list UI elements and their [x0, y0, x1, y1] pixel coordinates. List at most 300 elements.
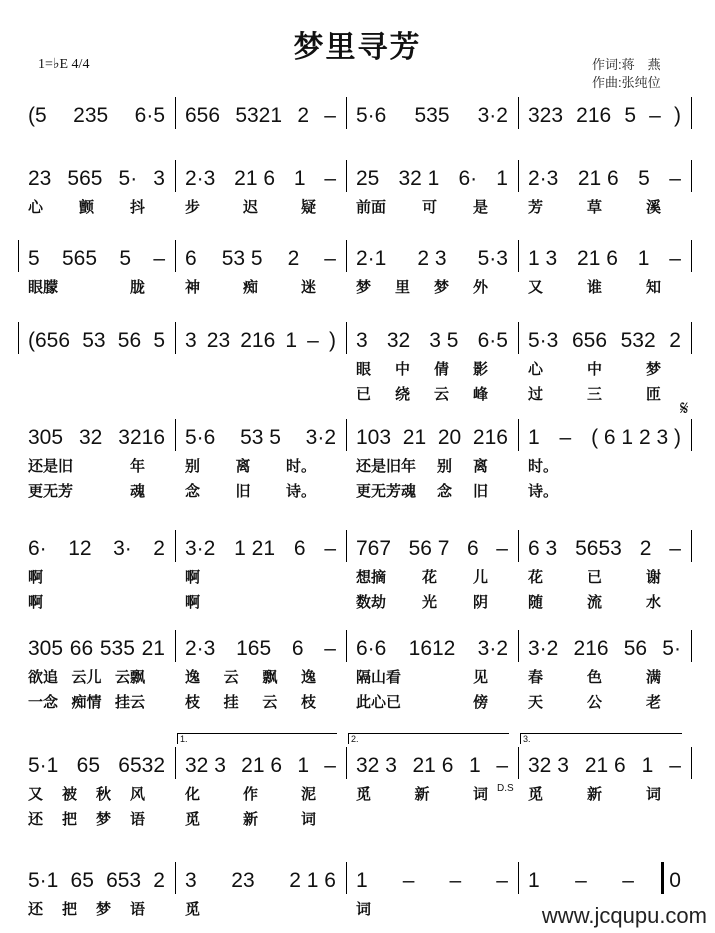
- note-group: 565: [61, 247, 98, 270]
- lyric-word: 谢: [645, 569, 661, 586]
- lyric-word: 飘: [262, 669, 278, 686]
- lyric-word: 风: [129, 786, 145, 803]
- lyric-line-1: [348, 783, 496, 804]
- measure: [520, 246, 689, 272]
- lyric-word: 颤: [78, 199, 94, 216]
- barline: [346, 322, 347, 354]
- measure: [177, 328, 344, 354]
- note-group: 21: [402, 426, 427, 449]
- lyric-word: 抖: [129, 199, 145, 216]
- lyric-word: 梦: [95, 901, 111, 918]
- note-group: 32 1: [398, 167, 440, 190]
- note-group: 65: [70, 869, 94, 892]
- note-group: 5: [638, 167, 650, 190]
- lyric-word: 可: [421, 199, 437, 216]
- note-group: 6·5: [134, 104, 165, 127]
- measure: [520, 103, 689, 129]
- watermark: www.jcqupu.com: [541, 903, 707, 928]
- lyric-word: 逸: [300, 669, 316, 686]
- measure: [348, 246, 516, 272]
- note-group: 656: [571, 329, 608, 352]
- barline: [691, 160, 692, 192]
- lyric-line-2: [520, 480, 669, 501]
- note-group: 1: [637, 247, 650, 270]
- barline: [175, 630, 176, 662]
- note-group: 25: [356, 167, 380, 190]
- lyric-word: 匝: [645, 386, 661, 403]
- lyric-word: 念: [185, 483, 201, 500]
- lyric-word: 见: [472, 669, 488, 686]
- lyric-word: 三: [586, 386, 602, 403]
- note-group: 1: [528, 426, 540, 449]
- note-group: 6 3: [528, 537, 558, 560]
- lyric-word: 年: [129, 458, 145, 475]
- barline: [346, 97, 347, 129]
- lyric-line-2: [348, 691, 496, 712]
- lyric-line-1: [20, 196, 153, 217]
- lyric-word: 是: [472, 199, 488, 216]
- note-group: 56 7: [408, 537, 450, 560]
- lyric-line-2: [177, 691, 324, 712]
- lyric-word: 阴: [472, 594, 488, 611]
- note-group: –: [307, 329, 319, 352]
- lyric-line-1: [348, 666, 496, 687]
- lyric-word: 里: [394, 279, 410, 296]
- note-group: 6: [185, 247, 197, 270]
- note-group: 1: [297, 754, 309, 777]
- note-group: 216: [576, 104, 612, 127]
- note-group: 305: [28, 426, 64, 449]
- barline: [346, 419, 347, 451]
- note-group: 5: [28, 247, 40, 270]
- lyric-word: 时。: [528, 458, 559, 475]
- lyric-word: 绕: [394, 386, 410, 403]
- lyric-word: 啊: [185, 569, 201, 586]
- measure: [348, 103, 516, 129]
- barline: [18, 322, 19, 354]
- barline: [175, 530, 176, 562]
- note-group: 5·3: [528, 329, 559, 352]
- note-group: –: [324, 537, 336, 560]
- lyric-word: 公: [586, 694, 602, 711]
- lyric-word: 云: [262, 694, 278, 711]
- lyric-line-2: [348, 480, 496, 501]
- lyric-word: 花: [528, 569, 544, 586]
- measure: [520, 328, 689, 354]
- barline: [691, 322, 692, 354]
- lyric-line-1: [177, 196, 324, 217]
- note-group: 103: [356, 426, 392, 449]
- lyric-word: 流: [586, 594, 602, 611]
- note-group: –: [649, 104, 661, 127]
- barline: [691, 747, 692, 779]
- lyric-word: 已: [586, 569, 602, 586]
- note-group: 3·2: [185, 537, 216, 560]
- note-group: 2: [153, 869, 165, 892]
- note-group: –: [402, 869, 415, 892]
- lyric-line-1: [177, 783, 324, 804]
- lyric-word: 词: [300, 811, 316, 828]
- lyric-word: 别: [185, 458, 201, 475]
- note-group: 532: [620, 329, 656, 352]
- lyric-line-2: [20, 808, 153, 829]
- lyric-word: 隔山看: [356, 669, 402, 686]
- measure: [520, 536, 689, 562]
- note-group: –: [669, 247, 681, 270]
- lyric-word: 又: [528, 279, 544, 296]
- note-group: 23: [28, 167, 52, 190]
- measure: [348, 328, 516, 354]
- note-group: 5·6: [356, 104, 387, 127]
- barline: [346, 240, 347, 272]
- note-group: 2·3: [185, 637, 216, 660]
- lyric-word: 疑: [300, 199, 316, 216]
- lyric-line-1: [177, 898, 324, 919]
- lyric-word: 儿: [472, 569, 488, 586]
- lyric-line-2: [520, 383, 669, 404]
- note-group: 235: [73, 104, 109, 127]
- note-group: 1612: [408, 637, 456, 660]
- lyric-line-1: [520, 666, 669, 687]
- lyric-word: 旧: [472, 483, 488, 500]
- lyric-word: 心: [528, 361, 544, 378]
- lyric-line-1: [348, 358, 496, 379]
- note-group: 6·5: [477, 329, 508, 352]
- note-group: 6: [467, 537, 479, 560]
- note-group: 2: [153, 537, 165, 560]
- note-group: –: [496, 537, 508, 560]
- measure: [520, 753, 689, 779]
- note-group: 53: [82, 329, 106, 352]
- lyric-word: 新: [414, 786, 430, 803]
- measure: [520, 425, 689, 451]
- measure: [20, 868, 173, 894]
- lyric-word: 别: [436, 458, 452, 475]
- note-group: 2 3: [417, 247, 447, 270]
- lyric-word: 觅: [185, 811, 201, 828]
- lyric-line-2: [20, 691, 153, 712]
- lyric-word: 念: [436, 483, 452, 500]
- note-group: 21 6: [577, 167, 619, 190]
- lyric-word: 此心已: [356, 694, 402, 711]
- note-group: 565: [67, 167, 103, 190]
- lyric-word: 溪: [645, 199, 661, 216]
- note-group: 21 6: [241, 754, 283, 777]
- lyric-line-1: [348, 898, 496, 919]
- note-group: 1: [293, 167, 306, 190]
- note-group: 23: [231, 869, 255, 892]
- lyric-word: 天: [528, 694, 544, 711]
- lyric-word: 旧: [235, 483, 251, 500]
- dal-segno-mark: D.S: [497, 783, 514, 794]
- lyric-word: 觅: [185, 901, 201, 918]
- lyric-word: 觅: [356, 786, 372, 803]
- lyric-word: 中: [394, 361, 410, 378]
- note-group: –: [669, 167, 681, 190]
- lyric-line-1: [348, 276, 496, 297]
- lyric-word: 新: [242, 811, 258, 828]
- barline: [346, 160, 347, 192]
- lyric-word: 傍: [472, 694, 488, 711]
- note-group: 1: [285, 329, 298, 352]
- lyric-word: 随: [528, 594, 544, 611]
- lyric-word: 春: [528, 669, 544, 686]
- lyric-word: 语: [129, 811, 145, 828]
- note-group: 305: [28, 637, 64, 660]
- note-group: (5: [28, 104, 47, 127]
- lyric-word: 觅: [528, 786, 544, 803]
- measure: [20, 636, 173, 662]
- note-group: –: [324, 754, 336, 777]
- note-group: 767: [356, 537, 392, 560]
- note-group: 6: [293, 537, 306, 560]
- measure: [20, 103, 173, 129]
- lyric-word: 还是旧: [28, 458, 74, 475]
- note-group: 535: [414, 104, 450, 127]
- note-group: –: [575, 869, 587, 892]
- lyric-word: 心: [28, 199, 44, 216]
- lyric-word: 梦: [95, 811, 111, 828]
- lyric-line-1: [20, 566, 153, 587]
- lyric-line-1: [520, 783, 669, 804]
- lyric-word: 知: [645, 279, 661, 296]
- note-group: 216: [573, 637, 609, 660]
- note-group: 653: [106, 869, 142, 892]
- lyric-word: 化: [185, 786, 201, 803]
- measure: [20, 753, 173, 779]
- note-group: 216: [240, 329, 276, 352]
- lyric-word: 梦: [356, 279, 372, 296]
- note-group: 53 5: [221, 247, 263, 270]
- note-group: –: [324, 247, 336, 270]
- measure: [20, 166, 173, 192]
- barline: [518, 160, 519, 192]
- note-group: 6: [291, 637, 304, 660]
- note-group: –: [669, 754, 681, 777]
- lyric-word: 芳: [528, 199, 544, 216]
- measure: [348, 753, 516, 779]
- lyric-word: 更无芳: [28, 483, 74, 500]
- note-group: 1: [528, 869, 540, 892]
- note-group: 3: [185, 329, 197, 352]
- barline: [518, 97, 519, 129]
- note-group: 2·3: [528, 167, 559, 190]
- note-group: –: [324, 104, 336, 127]
- note-group: –: [669, 537, 681, 560]
- lyric-word: 痴情: [71, 694, 102, 711]
- lyric-word: 枝: [185, 694, 201, 711]
- measure: [20, 425, 173, 451]
- lyric-word: 离: [235, 458, 251, 475]
- lyric-word: 梦: [645, 361, 661, 378]
- barline: [175, 419, 176, 451]
- barline: [175, 160, 176, 192]
- lyric-word: 还: [28, 901, 44, 918]
- note-group: 5653: [575, 537, 622, 560]
- note-group: 1: [496, 167, 508, 190]
- note-group: 5: [624, 104, 637, 127]
- measure: [348, 166, 516, 192]
- lyric-line-2: [20, 591, 153, 612]
- barline: [691, 419, 692, 451]
- measure: [177, 103, 344, 129]
- lyric-word: 更无芳魂: [356, 483, 417, 500]
- lyric-line-2: [177, 480, 324, 501]
- lyric-word: 想摘: [356, 569, 387, 586]
- lyric-word: 中: [586, 361, 602, 378]
- note-group: 66: [69, 637, 94, 660]
- barline: [518, 240, 519, 272]
- lyric-word: 把: [61, 811, 77, 828]
- lyric-word: 啊: [28, 594, 44, 611]
- note-group: 56: [117, 329, 142, 352]
- note-group: 3: [185, 869, 197, 892]
- barline: [518, 530, 519, 562]
- lyric-line-1: [177, 666, 324, 687]
- barline: [518, 862, 519, 894]
- note-group: 2·3: [185, 167, 216, 190]
- lyric-line-2: [177, 808, 324, 829]
- lyric-word: 迷: [300, 279, 316, 296]
- measure: [20, 536, 173, 562]
- note-group: 6532: [118, 754, 165, 777]
- note-group: 3216: [118, 426, 165, 449]
- note-group: 2: [639, 537, 652, 560]
- lyric-word: 新: [586, 786, 602, 803]
- lyric-word: 水: [645, 594, 661, 611]
- note-group: 3 5: [429, 329, 459, 352]
- note-group: 12: [68, 537, 92, 560]
- note-group: 32 3: [356, 754, 397, 777]
- lyric-word: 花: [421, 569, 437, 586]
- lyric-line-1: [520, 566, 669, 587]
- lyric-line-2: [20, 480, 153, 501]
- note-group: ): [673, 104, 681, 127]
- lyric-word: 已: [356, 386, 372, 403]
- note-group: –: [496, 869, 508, 892]
- lyric-line-1: [20, 898, 153, 919]
- note-group: 21 6: [577, 247, 618, 270]
- note-group: –: [324, 167, 336, 190]
- lyric-word: 满: [645, 669, 661, 686]
- lyric-word: 色: [586, 669, 602, 686]
- lyric-word: 语: [129, 901, 145, 918]
- lyric-word: 词: [472, 786, 488, 803]
- note-group: 6·6: [356, 637, 387, 660]
- lyric-word: 又: [28, 786, 44, 803]
- note-group: 6·: [28, 537, 47, 560]
- lyric-word: 挂: [223, 694, 239, 711]
- lyric-word: 魂: [129, 483, 145, 500]
- note-group: 323: [528, 104, 564, 127]
- lyric-word: 词: [645, 786, 661, 803]
- measure: [520, 868, 689, 894]
- note-group: 20: [437, 426, 462, 449]
- note-group: 5: [153, 329, 165, 352]
- note-group: 2: [287, 247, 300, 270]
- lyric-word: 泥: [300, 786, 316, 803]
- measure: [177, 425, 344, 451]
- note-group: –: [449, 869, 462, 892]
- measure: [348, 425, 516, 451]
- lyric-word: 诗。: [528, 483, 559, 500]
- note-group: 3: [153, 167, 165, 190]
- lyric-word: 离: [472, 458, 488, 475]
- note-group: 1: [469, 754, 481, 777]
- barline: [175, 322, 176, 354]
- lyric-line-1: [177, 566, 324, 587]
- note-group: 1 3: [528, 247, 558, 270]
- lyric-word: 挂云: [114, 694, 145, 711]
- lyric-word: 老: [645, 694, 661, 711]
- volta-bracket: 3.: [520, 733, 682, 744]
- barline: [18, 240, 19, 272]
- note-group: 165: [236, 637, 272, 660]
- note-group: 53 5: [240, 426, 281, 449]
- lyric-word: 过: [528, 386, 544, 403]
- barline: [518, 630, 519, 662]
- lyric-line-1: [520, 196, 669, 217]
- note-group: 32 3: [185, 754, 226, 777]
- measure: [177, 166, 344, 192]
- note-group: 5·3: [477, 247, 508, 270]
- barline: [175, 240, 176, 272]
- lyric-word: 时。: [285, 458, 316, 475]
- segno-sign: 𝄋: [680, 398, 689, 420]
- note-group: 0: [669, 869, 681, 892]
- lyric-word: 胧: [129, 279, 145, 296]
- lyric-word: 云: [433, 386, 449, 403]
- note-group: 5·: [662, 637, 681, 660]
- note-group: 2: [297, 104, 310, 127]
- lyric-line-2: [348, 591, 496, 612]
- note-group: 2·1: [356, 247, 387, 270]
- lyric-word: 痴: [242, 279, 258, 296]
- note-group: 32: [78, 426, 103, 449]
- lyric-word: 词: [356, 901, 372, 918]
- lyric-word: 草: [586, 199, 602, 216]
- barline: [691, 530, 692, 562]
- lyric-word: 谁: [586, 279, 602, 296]
- barline: [346, 862, 347, 894]
- barline: [518, 322, 519, 354]
- barline: [175, 747, 176, 779]
- lyric-word: 一念: [28, 694, 59, 711]
- lyric-word: 迟: [242, 199, 258, 216]
- note-group: –: [324, 637, 336, 660]
- note-group: 216: [472, 426, 508, 449]
- measure: [177, 868, 344, 894]
- note-group: 1: [356, 869, 368, 892]
- lyric-line-1: [520, 455, 669, 476]
- barline: [691, 240, 692, 272]
- barline: [346, 530, 347, 562]
- measure: [177, 536, 344, 562]
- barline: [175, 97, 176, 129]
- lyric-line-1: [348, 455, 496, 476]
- lyric-line-2: [348, 383, 496, 404]
- note-group: –: [496, 754, 508, 777]
- barline: [518, 419, 519, 451]
- measure: [348, 636, 516, 662]
- note-group: 3·2: [477, 104, 508, 127]
- lyric-word: 前面: [356, 199, 387, 216]
- barline: [691, 630, 692, 662]
- lyric-word: 枝: [300, 694, 316, 711]
- lyric-word: 作: [242, 786, 258, 803]
- lyric-line-1: [348, 196, 496, 217]
- note-group: 535: [99, 637, 135, 660]
